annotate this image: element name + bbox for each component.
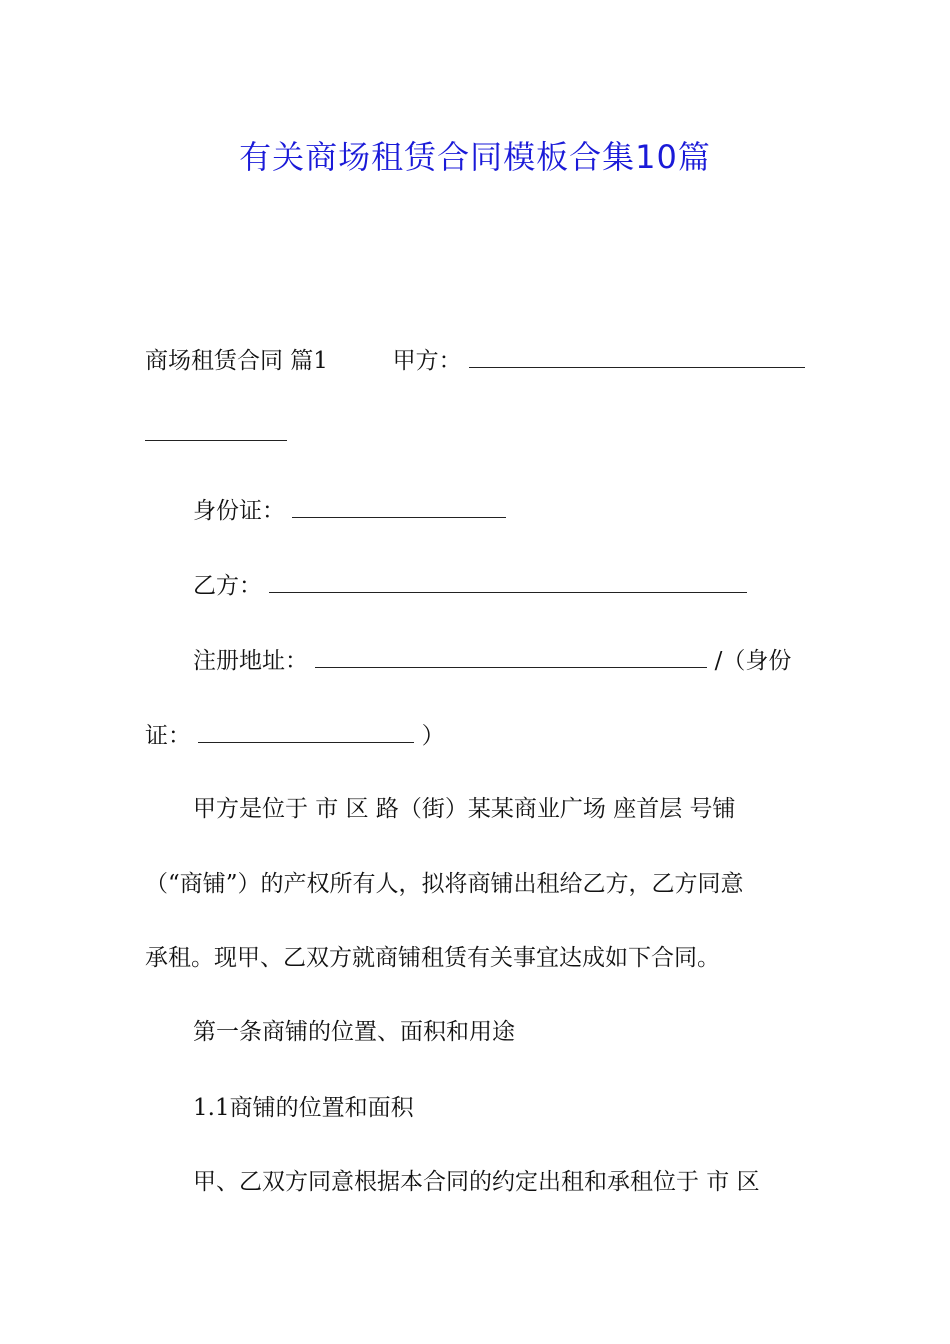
id-label: 身份证： [193, 498, 285, 524]
document-title: 有关商场租赁合同模板合集10篇 [239, 138, 711, 176]
party-b-line [193, 570, 747, 601]
address-line [193, 645, 791, 676]
party-b-blank [269, 570, 747, 593]
party-a-blank [469, 345, 805, 368]
id-line-2 [145, 720, 445, 751]
id-label-2: 证： [145, 723, 191, 749]
id-blank [292, 495, 506, 518]
contract-heading: 商场租赁合同 篇1 [145, 348, 328, 374]
paragraph-1-line-3: 承租。现甲、乙双方就商铺租赁有关事宜达成如下合同。 [145, 945, 720, 971]
party-a-blank-continued-line [145, 418, 287, 449]
address-label: 注册地址： [193, 648, 308, 674]
party-a-blank-continued [145, 418, 287, 441]
address-suffix: /（身份 [714, 648, 792, 674]
paragraph-2-line-1: 甲、乙双方同意根据本合同的约定出租和承租位于 市 区 [193, 1169, 760, 1195]
paragraph-1-line-1: 甲方是位于 市 区 路（街）某某商业广场 座首层 号铺 [193, 796, 736, 822]
paragraph-1-line-2: （“商铺”）的产权所有人，拟将商铺出租给乙方，乙方同意 [145, 871, 744, 897]
article-1-heading: 第一条商铺的位置、面积和用途 [193, 1019, 515, 1045]
contract-heading-line [145, 345, 805, 376]
id-line [193, 495, 506, 526]
id-close: ） [421, 723, 445, 749]
id-blank-2 [198, 720, 414, 743]
party-b-label: 乙方： [193, 573, 262, 599]
address-blank [315, 645, 707, 668]
party-a-label: 甲方： [392, 348, 462, 374]
section-1-1-heading: 1.1商铺的位置和面积 [193, 1095, 414, 1121]
